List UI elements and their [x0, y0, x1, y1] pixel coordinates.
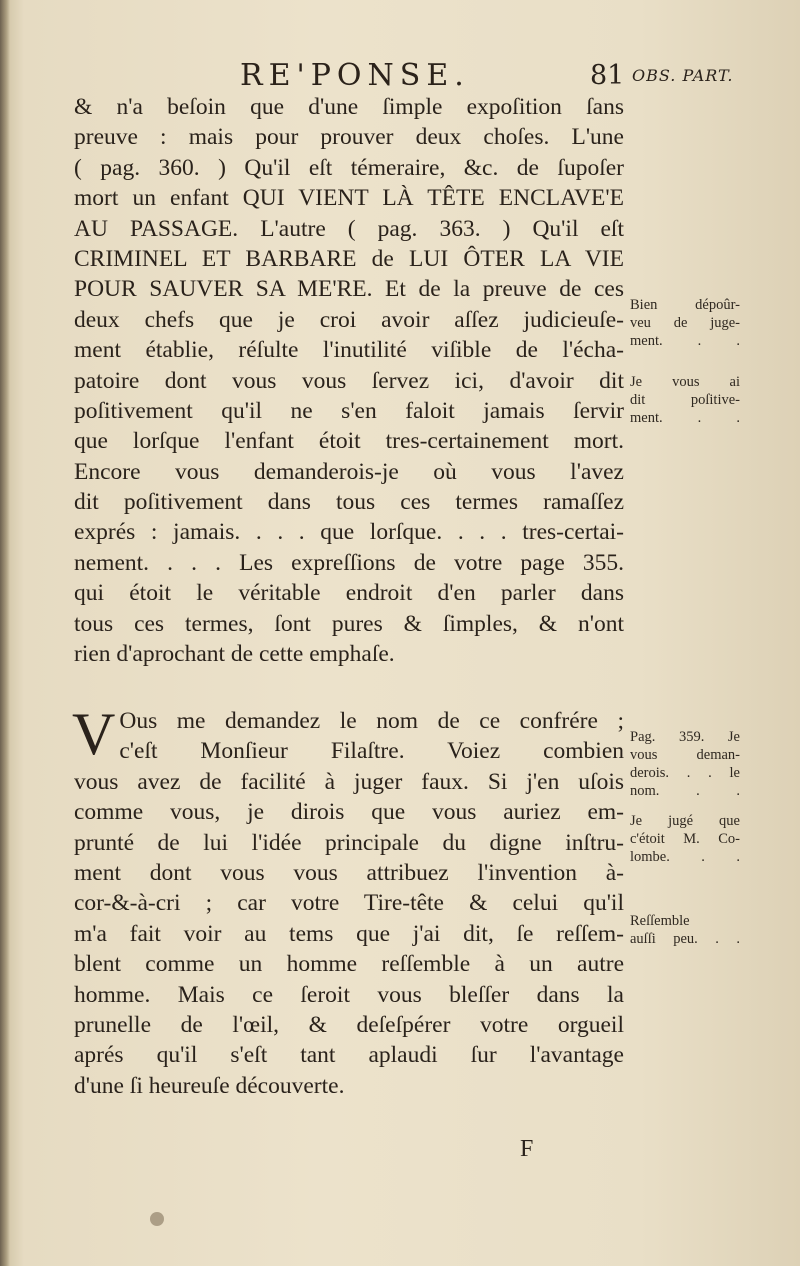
margin-note [630, 812, 740, 866]
page-number: 81 [590, 60, 625, 91]
drop-cap: V [72, 701, 116, 767]
margin-note [630, 728, 740, 800]
text-line: ment dont vous vous attribuez l'invention à- [74, 859, 624, 886]
text-line: dit poſitivement dans tous ces termes ramaſſez [74, 489, 624, 516]
text-line: aprés qu'il s'eſt tant aplaudi ſur l'avantage [74, 1042, 624, 1069]
paragraph-1 [74, 92, 624, 669]
text-line: blent comme un homme reſſemble à un autre [74, 951, 624, 978]
text-line: rien d'aprochant de cette emphaſe. [74, 641, 395, 668]
text-line: AU PASSAGE. L'autre ( pag. 363. ) Qu'il eſt [74, 215, 624, 242]
ink-stain [150, 1212, 164, 1226]
margin-note-line: dit poſitive- [630, 392, 740, 408]
margin-note [630, 296, 740, 350]
text-line: mort un enfant QUI VIENT LÀ TÊTE ENCLAVE'E [74, 185, 624, 212]
running-head: RE'PONSE. [240, 58, 470, 93]
text-line: & n'a beſoin que d'une ſimple expoſition ſans [74, 94, 624, 120]
margin-note-line: Je vous ai [630, 374, 740, 390]
margin-note [630, 373, 740, 427]
margin-note-line: lombe. . . [630, 849, 740, 865]
margin-note-line: c'étoit M. Co- [630, 831, 740, 847]
margin-note-line: Pag. 359. Je [630, 729, 740, 745]
text-line: prunelle de l'œil, & deſeſpérer votre orgueil [74, 1011, 624, 1038]
text-line: homme. Mais ce ſeroit vous bleſſer dans la [74, 981, 624, 1008]
text-line: ment établie, réſulte l'inutilité viſible de l'écha- [74, 337, 624, 364]
margin-note [630, 912, 740, 948]
text-line: exprés : jamais. . . . que lorſque. . . . tres-certai- [74, 519, 624, 546]
margin-note-line: nom. . . [630, 783, 740, 799]
text-line: vous avez de facilité à juger faux. Si j'en uſois [74, 768, 624, 795]
margin-note-line: ment. . . [630, 410, 740, 426]
signature-mark: F [520, 1136, 534, 1162]
text-line: CRIMINEL ET BARBARE de LUI ÔTER LA VIE [74, 245, 624, 272]
book-gutter [0, 0, 10, 1266]
text-line: POUR SAUVER SA ME'RE. Et de la preuve de ces [74, 276, 624, 303]
text-line: c'eſt Monſieur Filaſtre. Voiez combien [119, 738, 624, 765]
text-line: patoire dont vous vous ſervez ici, d'avoir dit [74, 367, 624, 394]
text-line: poſitivement qu'il ne s'en faloit jamais ſervir [74, 397, 624, 424]
text-line: d'une ſi heureuſe découverte. [74, 1072, 345, 1099]
margin-note-line: Reſſemble [630, 913, 690, 929]
text-line: qui étoit le véritable endroit d'en parler dans [74, 580, 624, 607]
text-line: Encore vous demanderois-je où vous l'avez [74, 458, 624, 485]
text-line: deux chefs que je croi avoir aſſez judicieuſe- [74, 306, 624, 333]
margin-note-line: auſſi peu. . . [630, 931, 740, 947]
margin-note-line: vous deman- [630, 747, 740, 763]
text-line: ( pag. 360. ) Qu'il eſt témeraire, &c. de ſupoſer [74, 154, 624, 181]
text-line: preuve : mais pour prouver deux choſes. L'une [74, 124, 624, 151]
side-head: OBS. PART. [632, 66, 734, 85]
text-line: m'a fait voir au tems que j'ai dit, ſe reſſem- [74, 920, 624, 947]
text-line: nement. . . . Les expreſſions de votre page 355. [74, 549, 624, 576]
paragraph-2 [72, 701, 624, 1101]
text-line: tous ces termes, ſont pures & ſimples, & n'ont [74, 610, 624, 637]
text-line: Ous me demandez le nom de ce confrére ; [119, 708, 624, 734]
text-line: prunté de lui l'idée principale du digne inſtru- [74, 829, 624, 856]
text-line: que lorſque l'enfant étoit tres-certainement mort. [74, 428, 624, 455]
margin-note-line: veu de juge- [630, 315, 740, 331]
text-line: cor-&-à-cri ; car votre Tire-tête & celui qu'il [74, 890, 624, 917]
margin-note-line: derois. . . le [630, 765, 740, 781]
margin-note-line: ment. . . [630, 333, 740, 349]
margin-note-line: Je jugé que [630, 813, 740, 829]
text-line: comme vous, je dirois que vous auriez em- [74, 799, 624, 826]
margin-note-line: Bien dépoûr- [630, 297, 740, 313]
